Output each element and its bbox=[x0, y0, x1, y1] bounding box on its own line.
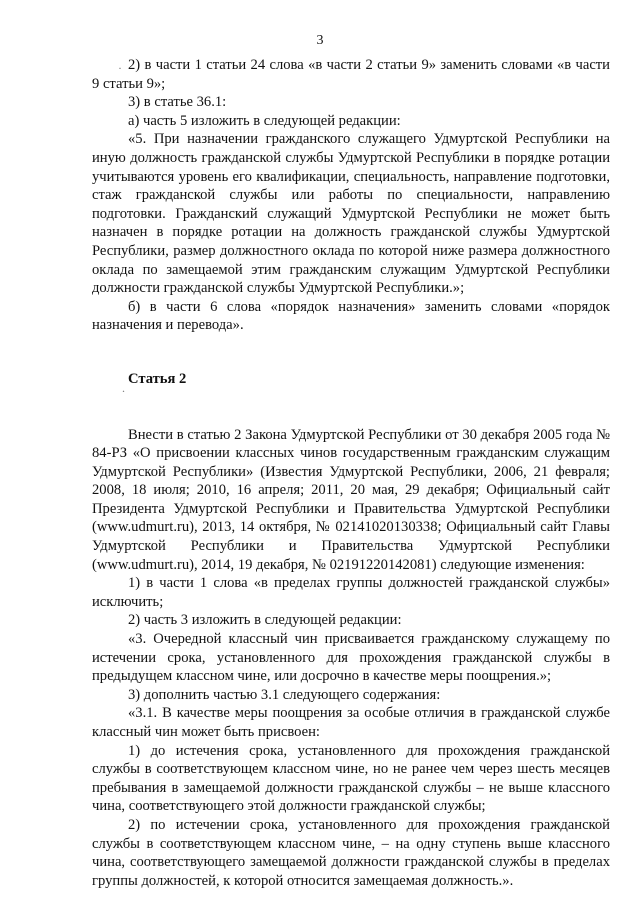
paragraph: 2) часть 3 изложить в следующей редакции: bbox=[128, 612, 402, 629]
paragraph: 2) в части 1 статьи 24 слова «в части 2 статьи 9» заменить словами «в части 9 статьи 9»; bbox=[92, 57, 610, 92]
page-number: 3 bbox=[316, 33, 324, 48]
paragraph: 3) в статье 36.1: bbox=[128, 94, 227, 111]
paragraph: 1) до истечения срока, установленного для прохождения гражданской службы в соответствующем классном чине, но не ранее чем через шесть месяцев пребывания в замещаемой должности гражданской службы – не выше классного чина, соответствующего этой должности гражданской службы; bbox=[92, 742, 610, 815]
article-heading: Статья 2 bbox=[128, 370, 187, 387]
paragraph: «3.1. В качестве меры поощрения за особые отличия в гражданской службе классный чин может быть присвоен: bbox=[92, 705, 610, 740]
document-body bbox=[92, 56, 610, 890]
paragraph: 1) в части 1 слова «в пределах группы должностей гражданской службы» исключить; bbox=[92, 575, 610, 610]
paragraph: Внести в статью 2 Закона Удмуртской Республики от 30 декабря 2005 года № 84-РЗ «О присвоении классных чинов государственным гражданским служащим Удмуртской Республики» (Известия Удмуртской Республики, 2006, 21 февраля; 2008, 18 июля; 2010, 16 апреля; 2011, 20 мая, 29 декабря; Официальный сайт Президента Удмуртской Республики и Правительства Удмуртской Республики (www.udmurt.ru), 2013, 14 октября, № 02141020130338; Официальный сайт Главы Удмуртской Республики и Правительства Удмуртской Республики (www.udmurt.ru), 2014, 19 декабря, № 02191220142081) следующие изменения: bbox=[92, 426, 610, 573]
paragraph: «3. Очередной классный чин присваивается гражданскому служащему по истечении срока, установленного для прохождения гражданской службы в предыдущем классном чине, или досрочно в качестве меры поощрения.»; bbox=[92, 631, 610, 685]
paragraph: а) часть 5 изложить в следующей редакции: bbox=[128, 112, 401, 129]
scan-mark: · bbox=[118, 61, 122, 75]
scan-mark: . bbox=[122, 381, 125, 395]
paragraph: 3) дополнить частью 3.1 следующего содержания: bbox=[128, 686, 441, 703]
paragraph: «5. При назначении гражданского служащего Удмуртской Республики на иную должность гражданской службы Удмуртской Республики в порядке ротации учитываются уровень его квалификации, специальность, направление подготовки, стаж гражданской службы или работы по специальности, направлению подготовки. Гражданский служащий Удмуртской Республики не может быть назначен в порядке ротации на должность гражданской службы Удмуртской Республики, размер должностного оклада по которой ниже размера должностного оклада по замещаемой этим гражданским служащим Удмуртской Республики должности гражданской службы Удмуртской Республики.»; bbox=[92, 131, 610, 297]
paragraph: б) в части 6 слова «порядок назначения» заменить словами «порядок назначения и перевода». bbox=[92, 298, 610, 334]
paragraph: 2) по истечении срока, установленного для прохождения гражданской службы в соответствующем классном чине, – на одну ступень выше классного чина, соответствующего замещаемой должности гражданской службы в пределах группы должностей, к которой относится замещаемая должность.». bbox=[92, 816, 610, 889]
